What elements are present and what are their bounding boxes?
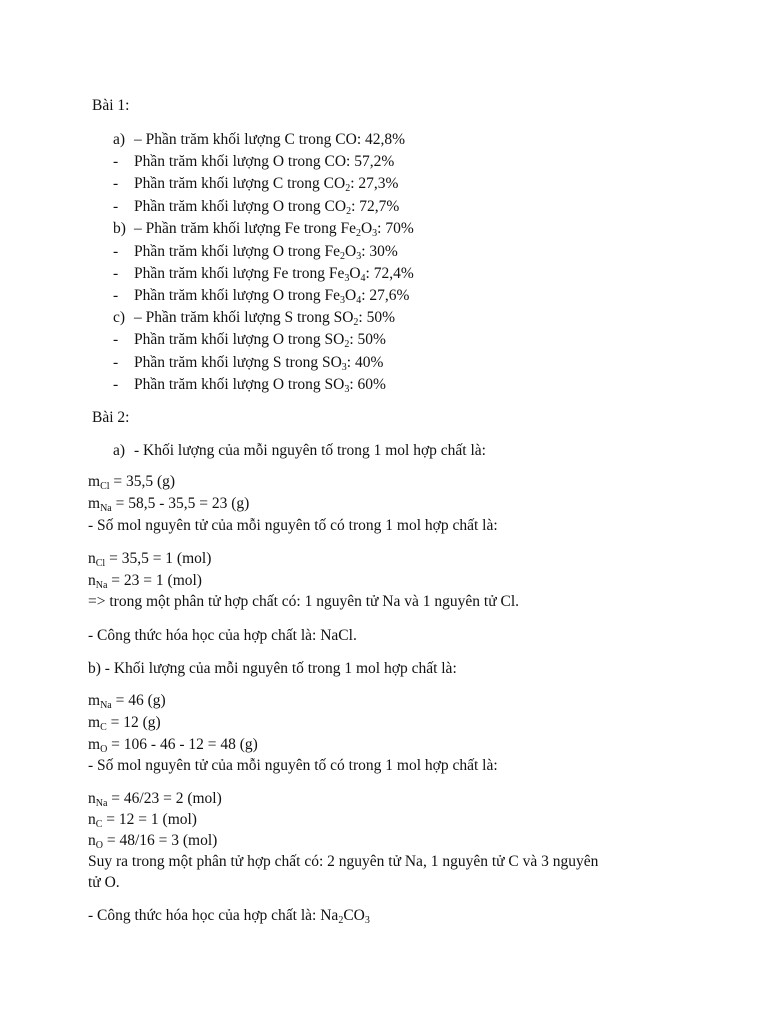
mol-line-na-b: $n_{Na} = 46/23 = 2$ (mol) [88,790,222,809]
bai2-a-intro: - Khối lượng của mỗi nguyên tố trong 1 mol hợp chất là: [134,442,486,459]
bai1-item-marker: - [113,287,119,304]
mol-intro-b: - Số mol nguyên tử của mỗi nguyên tố có trong 1 mol hợp chất là: [88,757,498,774]
bai1-item-text: Phần trăm khối lượng S trong $SO_3$: 40% [134,354,384,373]
bai1-item-text: Phần trăm khối lượng O trong $CO_2$: 72,7% [134,198,400,217]
bai1-item-text: Phần trăm khối lượng O trong CO: 57,2% [134,153,395,170]
conclusion-b-line2: tử O. [88,874,120,891]
bai1-item-text: Phần trăm khối lượng Fe trong $Fe_3O_4$: 72,4% [134,265,414,284]
bai1-item-text: – Phần trăm khối lượng S trong $SO_2$: 50% [134,309,395,328]
bai1-heading: Bài 1: [92,97,130,114]
bai1-item-marker: - [113,243,119,260]
mass-line-c-b: $m_C = 12$ (g) [88,714,161,733]
bai1-item-marker: - [113,331,119,348]
bai1-item-marker: - [113,153,119,170]
bai2-a-marker: a) [113,442,126,459]
bai1-item-marker: a) [113,131,126,148]
mol-line-na: $n_{Na} = 23 = 1$ (mol) [88,572,202,591]
bai1-item-text: Phần trăm khối lượng O trong $SO_3$: 60% [134,376,386,395]
formula-b: - Công thức hóa học của hợp chất là: $Na_2CO_3$ [88,907,370,926]
bai1-item-marker: - [113,198,119,215]
bai1-item-text: Phần trăm khối lượng O trong $Fe_3O_4$: 27,6% [134,287,410,306]
bai1-item-marker: - [113,376,119,393]
mass-line-cl: $m_{Cl} = 35,5$ (g) [88,473,176,492]
bai2-heading: Bài 2: [92,409,130,426]
conclusion-a: => trong một phân tử hợp chất có: 1 nguyên tử Na và 1 nguyên tử Cl. [88,593,519,610]
bai1-item-marker: - [113,265,119,282]
bai1-item-text: Phần trăm khối lượng O trong $SO_2$: 50% [134,331,386,350]
mass-line-na-b: $m_{Na} = 46$ (g) [88,692,166,711]
bai1-item-marker: b) [113,220,126,237]
bai1-item-marker: - [113,175,119,192]
mol-intro-a: - Số mol nguyên tử của mỗi nguyên tố có trong 1 mol hợp chất là: [88,517,498,534]
mass-line-na: $m_{Na} = 58,5 - 35,5 = 23$ (g) [88,495,250,514]
mol-line-cl: $n_{Cl} = 35,5 = 1$ (mol) [88,550,212,569]
mol-line-o-b: $n_O = 48/16 = 3$ (mol) [88,832,218,851]
bai2-b-intro: b) - Khối lượng của mỗi nguyên tố trong 1 mol hợp chất là: [88,660,457,677]
bai1-item-marker: c) [113,309,126,326]
bai1-item-text: – Phần trăm khối lượng Fe trong $Fe_2O_3$: 70% [134,220,414,239]
mass-line-o-b: $m_O = 106 - 46 - 12 = 48$ (g) [88,736,258,755]
conclusion-b-line1: Suy ra trong một phân tử hợp chất có: 2 nguyên tử Na, 1 nguyên tử C và 3 nguyên [88,853,599,870]
bai1-item-text: Phần trăm khối lượng C trong $CO_2$: 27,3% [134,175,399,194]
bai1-item-text: Phần trăm khối lượng O trong $Fe_2O_3$: 30% [134,243,398,262]
bai1-item-text: – Phần trăm khối lượng C trong CO: 42,8% [134,131,406,148]
formula-a: - Công thức hóa học của hợp chất là: NaCl. [88,627,357,644]
bai1-item-marker: - [113,354,119,371]
mol-line-c-b: $n_C = 12 = 1$ (mol) [88,811,197,830]
